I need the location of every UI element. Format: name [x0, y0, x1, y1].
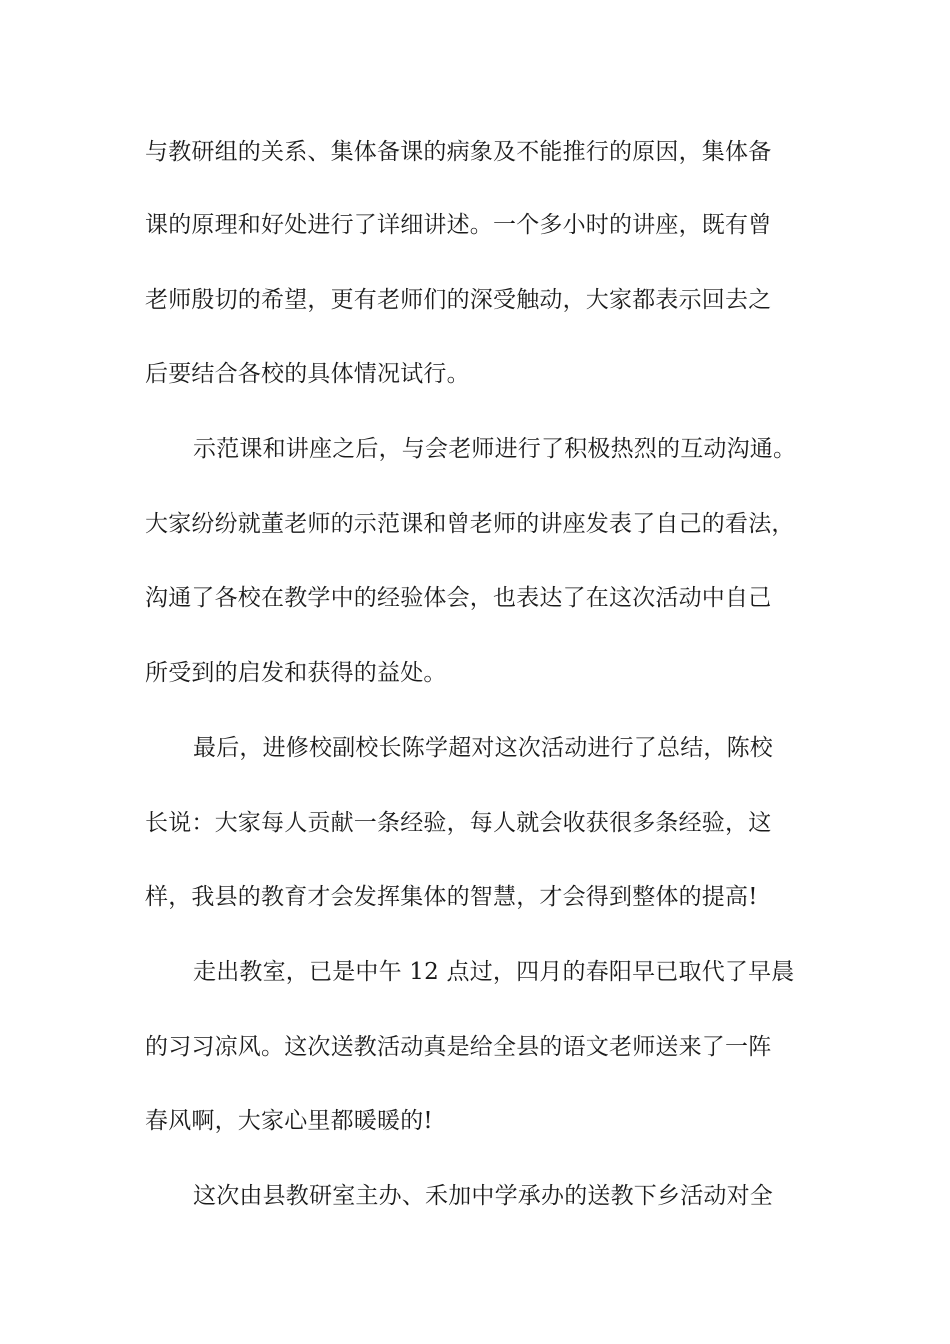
text-line-2: 课的原理和好处进行了详细讲述。一个多小时的讲座，既有曾 [145, 212, 772, 238]
text-line-7: 沟通了各校在教学中的经验体会，也表达了在这次活动中自己 [145, 585, 772, 611]
text-line-4: 后要结合各校的具体情况试行。 [145, 361, 470, 387]
text-line-12: 走出教室，已是中午 12 点过，四月的春阳早已取代了早晨 [193, 959, 795, 985]
text-line-13: 的习习凉风。这次送教活动真是给全县的语文老师送来了一阵 [145, 1034, 772, 1060]
text-line-11: 样，我县的教育才会发挥集体的智慧，才会得到整体的提高! [145, 884, 758, 910]
text-line-3: 老师殷切的希望，更有老师们的深受触动，大家都表示回去之 [145, 287, 772, 313]
text-line-9: 最后，进修校副校长陈学超对这次活动进行了总结，陈校 [193, 735, 773, 761]
text-line-1: 与教研组的关系、集体备课的病象及不能推行的原因，集体备 [145, 139, 772, 165]
text-line-10: 长说：大家每人贡献一条经验，每人就会收获很多条经验，这 [145, 810, 772, 836]
text-line-14: 春风啊，大家心里都暖暖的! [145, 1108, 433, 1134]
text-line-5: 示范课和讲座之后，与会老师进行了积极热烈的互动沟通。 [193, 436, 797, 462]
text-line-6: 大家纷纷就董老师的示范课和曾老师的讲座发表了自己的看法， [145, 511, 795, 537]
text-line-15: 这次由县教研室主办、禾加中学承办的送教下乡活动对全 [193, 1183, 773, 1209]
text-line-8: 所受到的启发和获得的益处。 [145, 660, 447, 686]
